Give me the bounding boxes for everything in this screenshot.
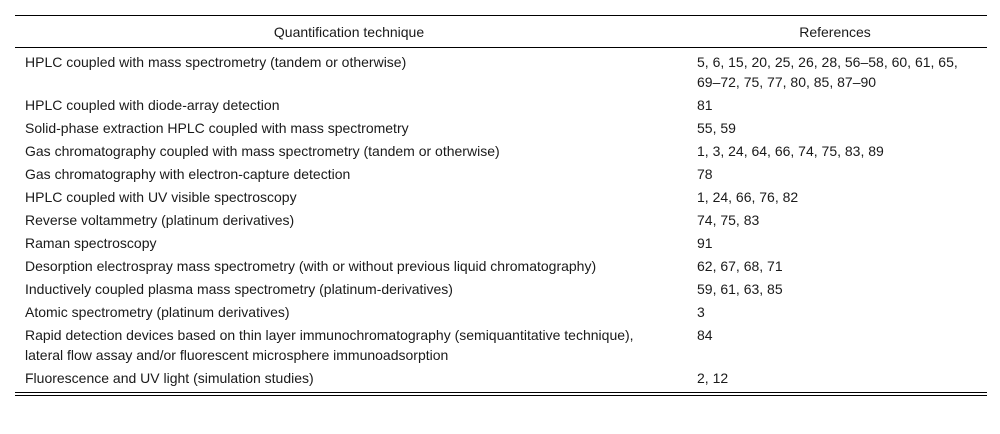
technique-cell: HPLC coupled with UV visible spectroscopy	[25, 189, 297, 205]
references-cell: 1, 3, 24, 64, 66, 74, 75, 83, 89	[697, 143, 884, 159]
technique-cell: Atomic spectrometry (platinum derivatives)	[25, 304, 290, 320]
references-cell: 59, 61, 63, 85	[697, 281, 783, 297]
references-cell: 81	[697, 97, 713, 113]
technique-cell: HPLC coupled with mass spectrometry (tandem or otherwise)	[25, 54, 407, 70]
table-row	[15, 277, 987, 300]
table-row	[15, 139, 987, 162]
header-row	[15, 16, 987, 48]
table-bottom-double-rule	[15, 392, 987, 396]
references-cell: 1, 24, 66, 76, 82	[697, 189, 799, 205]
technique-cell: Gas chromatography coupled with mass spectrometry (tandem or otherwise)	[25, 143, 500, 159]
table-row	[15, 162, 987, 185]
table-row	[15, 208, 987, 231]
table-row	[15, 300, 987, 323]
quantification-table	[15, 15, 987, 392]
technique-cell: HPLC coupled with diode-array detection	[25, 97, 280, 113]
technique-cell: Fluorescence and UV light (simulation studies)	[25, 370, 314, 386]
technique-cell: Solid-phase extraction HPLC coupled with mass spectrometry	[25, 120, 409, 136]
technique-cell: Desorption electrospray mass spectrometry (with or without previous liquid chromatography)	[25, 258, 597, 274]
technique-cell: Reverse voltammetry (platinum derivatives)	[25, 212, 295, 228]
table-header	[15, 16, 987, 48]
references-cell: 74, 75, 83	[697, 212, 760, 228]
header-references: References	[683, 16, 987, 48]
references-cell: 5, 6, 15, 20, 25, 26, 28, 56–58, 60, 61, 65, 69–72, 75, 77, 80, 85, 87–90	[697, 54, 958, 90]
quantification-table-container	[15, 15, 987, 396]
references-cell: 3	[697, 304, 705, 320]
table-row	[15, 185, 987, 208]
table-row	[15, 231, 987, 254]
table-row	[15, 254, 987, 277]
technique-cell: Raman spectroscopy	[25, 235, 157, 251]
references-cell: 2, 12	[697, 370, 729, 386]
references-cell: 62, 67, 68, 71	[697, 258, 783, 274]
table-row	[15, 366, 987, 392]
references-cell: 78	[697, 166, 713, 182]
references-cell: 84	[697, 327, 713, 343]
table-row	[15, 323, 987, 366]
table-row	[15, 48, 987, 94]
technique-cell: Rapid detection devices based on thin layer immunochromatography (semiquantitative technique), lateral flow assay and/or fluorescent microsphere immunoadsorption	[25, 327, 634, 363]
references-cell: 91	[697, 235, 713, 251]
header-technique: Quantification technique	[15, 16, 683, 48]
technique-cell: Inductively coupled plasma mass spectrometry (platinum-derivatives)	[25, 281, 453, 297]
technique-cell: Gas chromatography with electron-capture detection	[25, 166, 351, 182]
table-body	[15, 48, 987, 393]
references-cell: 55, 59	[697, 120, 736, 136]
table-row	[15, 93, 987, 116]
table-row	[15, 116, 987, 139]
